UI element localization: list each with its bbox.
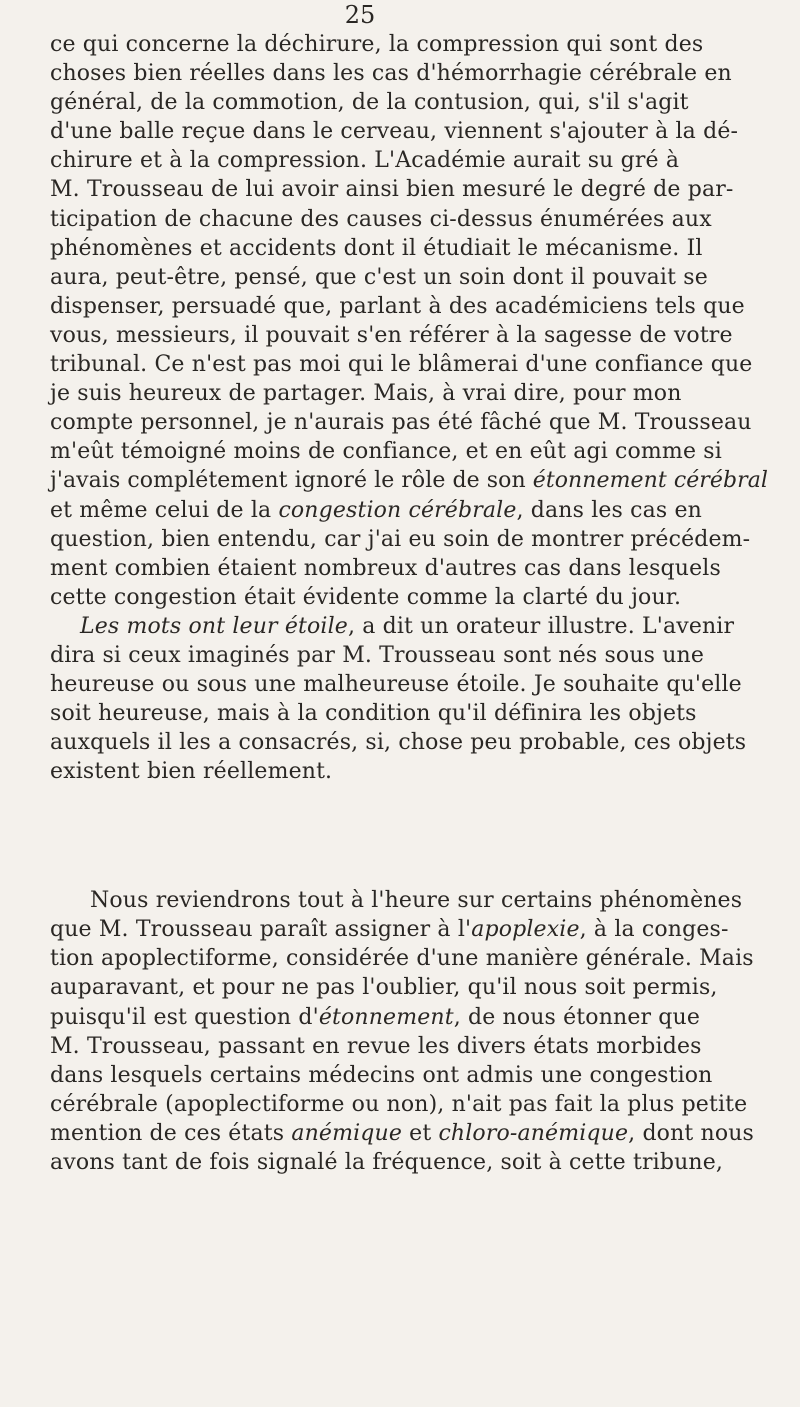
text-run: et [402,1121,439,1147]
text-line: m'eût témoigné moins de confiance, et en eût agi comme si [50,439,722,465]
text-line: ce qui concerne la déchirure, la compression qui sont des [50,32,704,57]
italic-quote: Les mots ont leur étoile [80,613,348,639]
paragraph-3 [50,886,768,1177]
paragraph-1 [50,30,768,612]
text-line: vous, messieurs, il pouvait s'en référer à la sagesse de votre [50,322,733,348]
text-line: avons tant de fois signalé la fréquence, soit à cette tribune, [50,1150,724,1176]
italic-term: anémique [291,1121,402,1147]
text-line: chirure et à la compression. L'Académie aurait su gré à [50,148,680,174]
text-line: compte personnel, je n'aurais pas été fâché que M. Trousseau [50,410,752,436]
text-block-upper [50,30,768,786]
text-line: dira si ceux imaginés par M. Trousseau sont nés sous une [50,642,705,668]
text-run: , de nous étonner que [453,1004,701,1030]
italic-term: congestion cérébrale [278,497,517,523]
text-line: auxquels il les a consacrés, si, chose peu probable, ces objets [50,730,747,756]
text-line [50,1003,768,1032]
text-run: , a dit un orateur illustre. L'avenir [347,613,735,639]
text-line: auparavant, et pour ne pas l'oublier, qu'il nous soit permis, [50,975,718,1001]
text-run: j'avais complétement ignoré le rôle de son [50,468,533,494]
italic-term: apoplexie [471,917,580,943]
text-line [50,612,768,641]
text-line: ticipation de chacune des causes ci-dessus énumérées aux [50,206,712,232]
text-line: cette congestion était évidente comme la clarté du jour. [50,584,682,610]
text-line [50,915,768,944]
text-line: existent bien réellement. [50,759,333,785]
paragraph-2 [50,612,768,787]
text-line: aura, peut-être, pensé, que c'est un soin dont il pouvait se [50,264,708,290]
text-line: phénomènes et accidents dont il étudiait le mécanisme. Il [50,235,703,261]
text-line: dispenser, persuadé que, parlant à des académiciens tels que [50,293,745,319]
text-line [50,466,768,495]
text-line: choses bien réelles dans les cas d'hémorrhagie cérébrale en [50,61,732,87]
text-line: Nous reviendrons tout à l'heure sur certains phénomènes [90,888,743,913]
text-run: , à la conges- [579,917,729,943]
text-line: tion apoplectiforme, considérée d'une manière générale. Mais [50,946,754,972]
text-line: soit heureuse, mais à la condition qu'il définira les objets [50,701,697,727]
text-line: M. Trousseau, passant en revue les divers états morbides [50,1033,702,1059]
italic-term: chloro-anémique [438,1121,629,1147]
text-line: ment combien étaient nombreux d'autres cas dans lesquels [50,555,721,581]
text-line: cérébrale (apoplectiforme ou non), n'ait pas fait la plus petite [50,1091,748,1117]
text-line [50,1119,768,1148]
text-run: et même celui de la [50,497,279,523]
text-run: , dont nous [628,1121,754,1147]
italic-term: étonnement cérébral [532,468,768,494]
page-number: 25 [344,1,376,29]
text-line: heureuse ou sous une malheureuse étoile. Je souhaite qu'elle [50,672,742,698]
text-line: d'une balle reçue dans le cerveau, viennent s'ajouter à la dé- [50,119,739,145]
text-line [50,496,768,525]
text-run: que M. Trousseau paraît assigner à l' [50,917,472,943]
text-run: puisqu'il est question d' [50,1004,319,1030]
text-run: mention de ces états [50,1121,292,1147]
text-line: je suis heureux de partager. Mais, à vrai dire, pour mon [50,381,682,407]
text-line: dans lesquels certains médecins ont admis une congestion [50,1062,713,1088]
text-line: question, bien entendu, car j'ai eu soin de montrer précédem- [50,526,751,552]
text-block-lower [50,886,768,1177]
text-line: M. Trousseau de lui avoir ainsi bien mesuré le degré de par- [50,177,734,203]
text-line: général, de la commotion, de la contusion, qui, s'il s'agit [50,90,689,116]
text-line: tribunal. Ce n'est pas moi qui le blâmerai d'une confiance que [50,352,753,378]
text-run: , dans les cas en [516,497,702,523]
italic-term: étonnement [318,1004,454,1030]
